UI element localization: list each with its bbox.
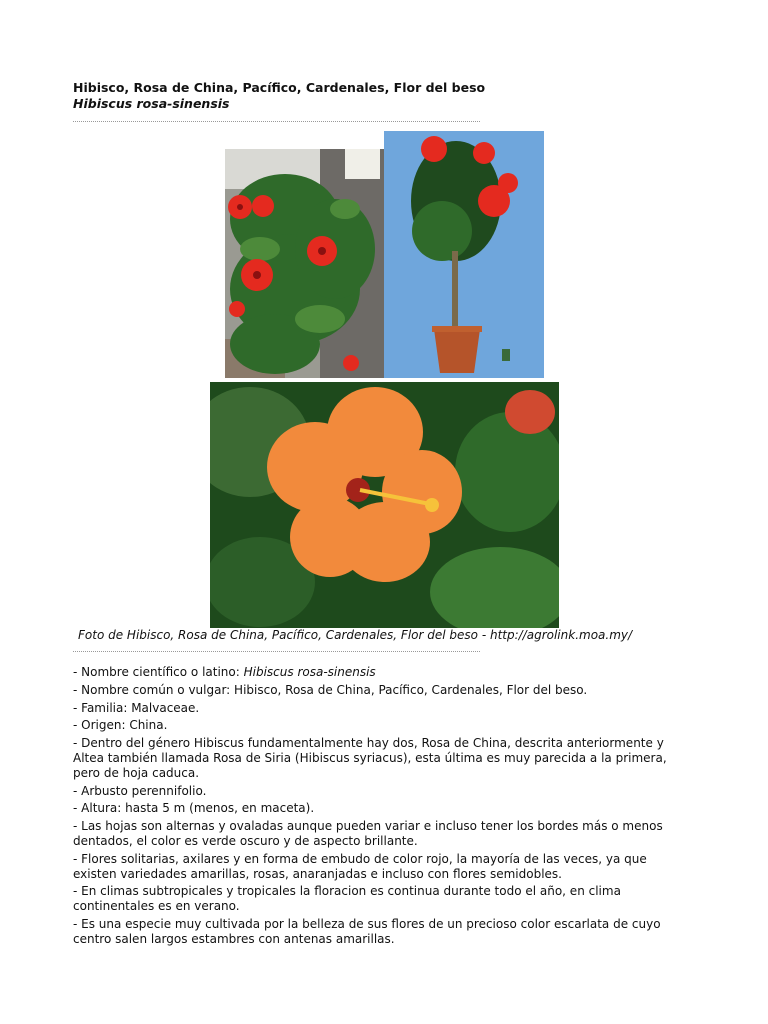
fact-origin: - Origen: China. <box>73 718 168 733</box>
page-title: Hibisco, Rosa de China, Pacífico, Cardenales, Flor del beso <box>73 80 486 95</box>
fact-genus: - Dentro del género Hibiscus fundamentalmente hay dos, Rosa de China, descrita anteriormente y Altea también llamada Rosa de Siria (Hibiscus syriacus), esta última es muy parecida a la primera, pero de hoja caduca. <box>73 736 667 780</box>
photo-caption: Foto de Hibisco, Rosa de China, Pacífico, Cardenales, Flor del beso - http://agrolink.moa.my/ <box>78 628 633 642</box>
fact-scientific-name: - Nombre científico o latino: Hibiscus rosa-sinensis <box>73 665 376 679</box>
fact-leaves: - Las hojas son alternas y ovaladas aunque pueden variar e incluso tener los bordes más o menos dentados, el color es verde oscuro y de aspecto brillante. <box>73 819 663 848</box>
scientific-name: Hibiscus rosa-sinensis <box>73 96 230 111</box>
fact-cultivation: - Es una especie muy cultivada por la belleza de sus flores de un precioso color escarlata de cuyo centro salen largos estambres con antenas amarillas. <box>73 916 661 946</box>
fact-flowers: - Flores solitarias, axilares y en forma de embudo de color rojo, la mayoría de las veces, ya que existen variedades amarillas, rosas, anaranjadas e incluso con flores semidobles. <box>73 851 647 881</box>
article-header <box>73 80 493 112</box>
fact-common-name: - Nombre común o vulgar: Hibisco, Rosa de China, Pacífico, Cardenales, Flor del beso. <box>73 682 588 697</box>
photo-orange-hibiscus-flower <box>210 382 559 628</box>
photo-hibiscus-bush <box>225 149 384 378</box>
fact-shrub-type: - Arbusto perennifolio. <box>73 783 207 798</box>
divider-bottom <box>73 651 480 652</box>
divider-top <box>73 121 480 122</box>
facts-list <box>73 665 693 950</box>
fact-flowering: - En climas subtropicales y tropicales la floracion es continua durante todo el año, en clima continentales es en verano. <box>73 884 621 914</box>
photo-hibiscus-standard-pot <box>384 131 544 378</box>
fact-family: - Familia: Malvaceae. <box>73 700 200 715</box>
fact-height: - Altura: hasta 5 m (menos, en maceta). <box>73 801 315 816</box>
